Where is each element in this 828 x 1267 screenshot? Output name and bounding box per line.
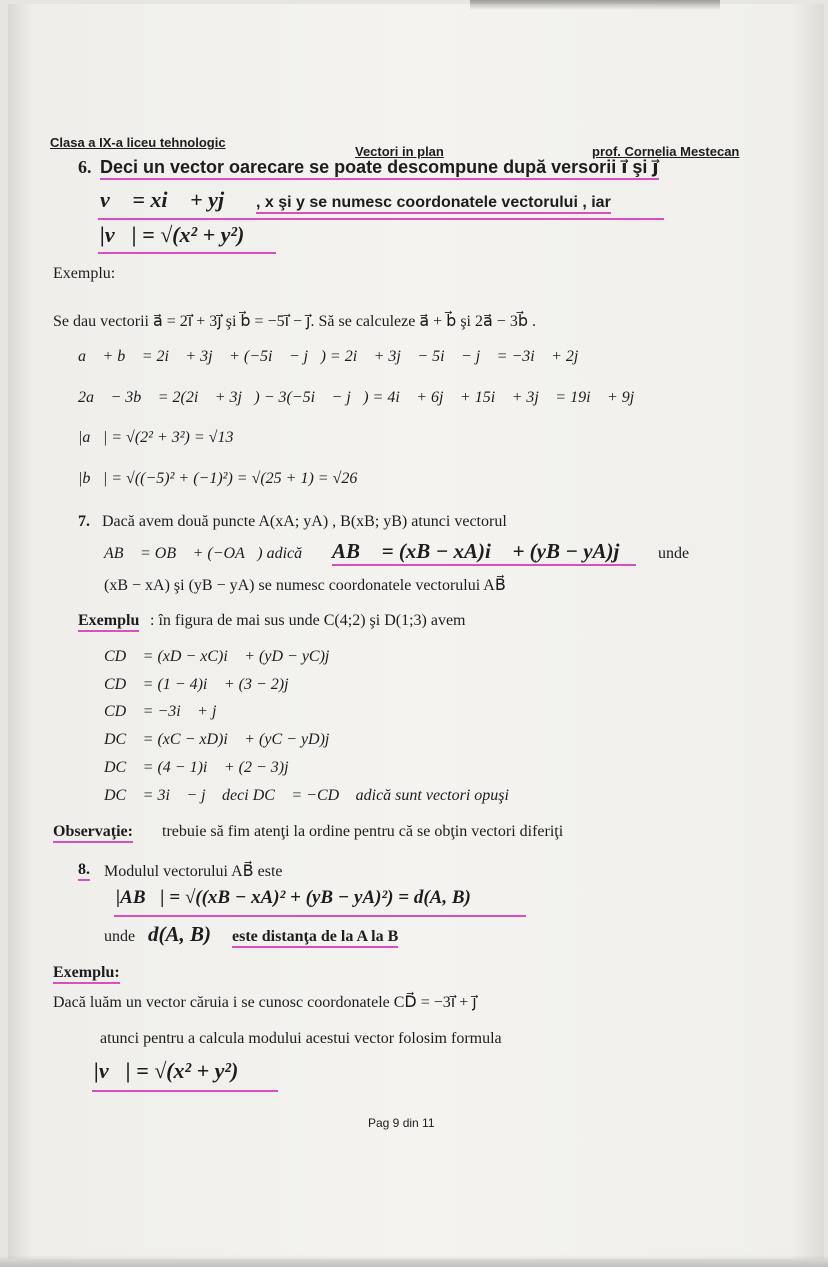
- page-shadow: [470, 0, 720, 10]
- highlight-underline: [114, 915, 526, 917]
- distance-formula: |AB⃗| = √((xB − xA)² + (yB − yA)²) = d(A, B): [116, 887, 471, 908]
- section-7-unde: unde: [658, 545, 690, 562]
- example-2-eq-6: DC⃗ = 3i⃗ − j⃗ deci DC⃗ = −CD⃗ adică sunt vectori opuşi: [104, 787, 509, 804]
- example-2-text: : în figura de mai sus unde C(4;2) şi D(1;3) avem: [150, 612, 466, 629]
- header-title: Vectori in plan: [355, 144, 444, 159]
- example-3-line-2: atunci pentru a calcula modului acestui vector folosim formula: [100, 1030, 502, 1047]
- example-1-modulus-b: |b⃗| = √((−5)² + (−1)²) = √(25 + 1) = √26: [78, 470, 358, 487]
- observation-text: trebuie să fim atenţi la ordine pentru că se obţin vectori diferiţi: [162, 823, 564, 840]
- section-8-number: 8.: [78, 861, 90, 881]
- example-2-eq-3: CD⃗ = −3i⃗ + j⃗: [104, 703, 229, 720]
- section-7-vector-sum: AB⃗ = OB⃗ + (−OA⃗) adică: [104, 545, 303, 562]
- section-6-number: 6.: [78, 157, 92, 177]
- distance-notation: d(A, B): [148, 922, 211, 946]
- example-2-eq-2: CD⃗ = (1 − 4)i⃗ + (3 − 2)j⃗: [104, 676, 301, 693]
- example-2-eq-5: DC⃗ = (4 − 1)i⃗ + (2 − 3)j⃗: [104, 759, 301, 776]
- header-author: prof. Cornelia Mestecan: [592, 144, 740, 159]
- header-class: Clasa a IX-a liceu tehnologic: [50, 135, 226, 150]
- example-2-label: Exemplu: [78, 612, 139, 632]
- section-6-text: Deci un vector oarecare se poate descompune după versorii i⃗ şi j⃗: [100, 157, 659, 180]
- example-1-difference: 2a⃗ − 3b⃗ = 2(2i⃗ + 3j⃗) − 3(−5i⃗ − j⃗) = 4i⃗ + 6j⃗ + 15i⃗ + 3j⃗ = 19i⃗ + 9j⃗: [78, 389, 647, 406]
- example-1-sum: a⃗ + b⃗ = 2i⃗ + 3j⃗ + (−5i⃗ − j⃗) = 2i⃗ + 3j⃗ − 5i⃗ − j⃗ = −3i⃗ + 2j⃗: [78, 348, 591, 365]
- observation-label: Observaţie:: [53, 823, 133, 843]
- section-6-coordinates-text: , x şi y se numesc coordonatele vectorului , iar: [256, 194, 611, 214]
- example-1-statement: Se dau vectorii a⃗ = 2i⃗ + 3j⃗ şi b⃗ = −5i⃗ − j⃗. Să se calculeze a⃗ + b⃗ şi 2a⃗ − 3b⃗ .: [53, 313, 536, 330]
- example-3-formula: |v⃗| = √(x² + y²): [94, 1058, 239, 1083]
- section-8-text: Modulul vectorului AB⃗ este: [104, 863, 283, 880]
- highlight-underline: [98, 252, 276, 254]
- section-7-number: 7.: [78, 513, 90, 530]
- vector-decomposition-formula: v⃗ = xi⃗ + yj⃗: [100, 187, 242, 212]
- section-8-distance-text: este distanţa de la A la B: [232, 928, 398, 948]
- example-2-eq-1: CD⃗ = (xD − xC)i⃗ + (yD − yC)j⃗: [104, 648, 342, 665]
- example-1-modulus-a: |a⃗| = √(2² + 3²) = √13: [78, 429, 234, 446]
- page-bottom-shadow: [0, 1255, 828, 1267]
- example-2-eq-4: DC⃗ = (xC − xD)i⃗ + (yC − yD)j⃗: [104, 731, 342, 748]
- example-3-line-1: Dacă luăm un vector căruia i se cunosc coordonatele CD⃗ = −3i⃗ + j⃗: [53, 994, 477, 1011]
- section-8-unde: unde: [104, 928, 136, 945]
- highlight-underline: [98, 218, 664, 220]
- page-number: Pag 9 din 11: [368, 1116, 435, 1130]
- example-1-label: Exemplu:: [53, 265, 116, 282]
- highlight-underline: [92, 1090, 278, 1092]
- modulus-formula: |v⃗| = √(x² + y²): [100, 222, 245, 247]
- section-7-coordinates-formula: AB⃗ = (xB − xA)i⃗ + (yB − yA)j⃗: [332, 539, 636, 566]
- section-7-coordinates-text: (xB − xA) şi (yB − yA) se numesc coordonatele vectorului AB⃗: [104, 577, 506, 594]
- section-7-text: Dacă avem două puncte A(xA; yA) , B(xB; yB) atunci vectorul: [102, 513, 507, 530]
- example-3-label: Exemplu:: [53, 964, 120, 984]
